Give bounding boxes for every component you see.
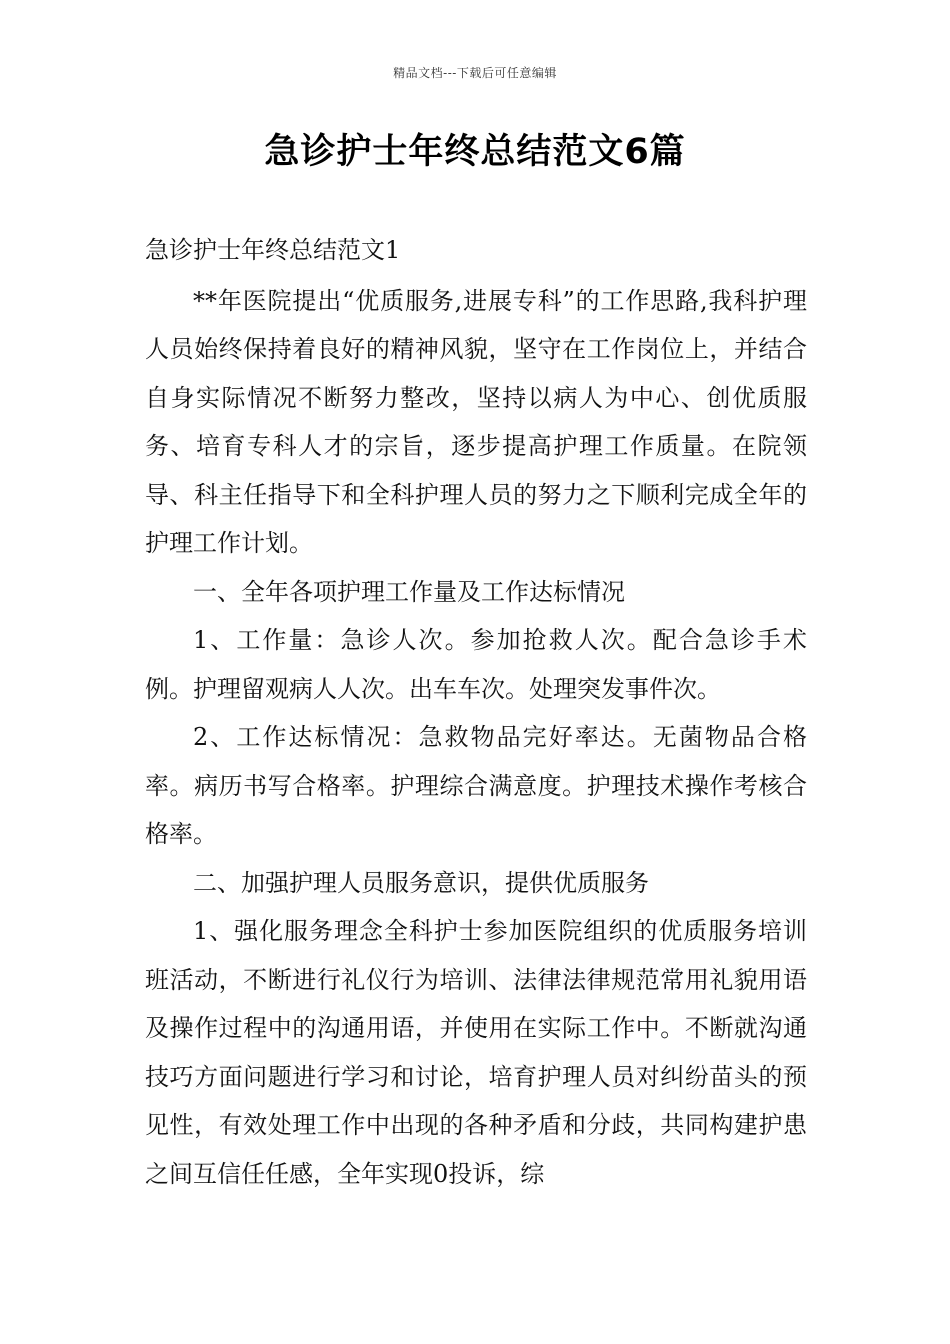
header-note: 精品文档---下载后可任意编辑 [393,66,557,80]
paragraph-workload: 1、工作量：急诊人次。参加抢救人次。配合急诊手术例。护理留观病人人次。出车车次。处理突发事件次。 [145,626,807,703]
paragraph-service: 1、强化服务理念全科护士参加医院组织的优质服务培训班活动，不断进行礼仪行为培训、法律法律规范常用礼貌用语及操作过程中的沟通用语，并使用在实际工作中。不断就沟通技巧方面问题进行学习和讨论，培育护理人员对纠纷苗头的预见性，有效处理工作中出现的各种矛盾和分歧，共同构建护患之间互信任任感，全年实现0投诉，综 [145,917,807,1188]
document-body [145,226,807,1198]
heading-workload: 一、全年各项护理工作量及工作达标情况 [193,577,625,606]
paragraph-intro: **年医院提出“优质服务,进展专科”的工作思路,我科护理人员始终保持着良好的精神风貌，坚守在工作岗位上，并结合自身实际情况不断努力整改，坚持以病人为中心、创优质服务、培育专科人才的宗旨，逐步提高护理工作质量。在院领导、科主任指导下和全科护理人员的努力之下顺利完成全年的护理工作计划。 [145,286,807,557]
heading-service: 二、加强护理人员服务意识，提供优质服务 [193,868,649,897]
section-heading: 急诊护士年终总结范文1 [145,236,401,264]
paragraph-standards: 2、工作达标情况：急救物品完好率达。无菌物品合格率。病历书写合格率。护理综合满意度。护理技术操作考核合格率。 [145,723,807,848]
document-title: 急诊护士年终总结范文6篇 [264,132,686,172]
